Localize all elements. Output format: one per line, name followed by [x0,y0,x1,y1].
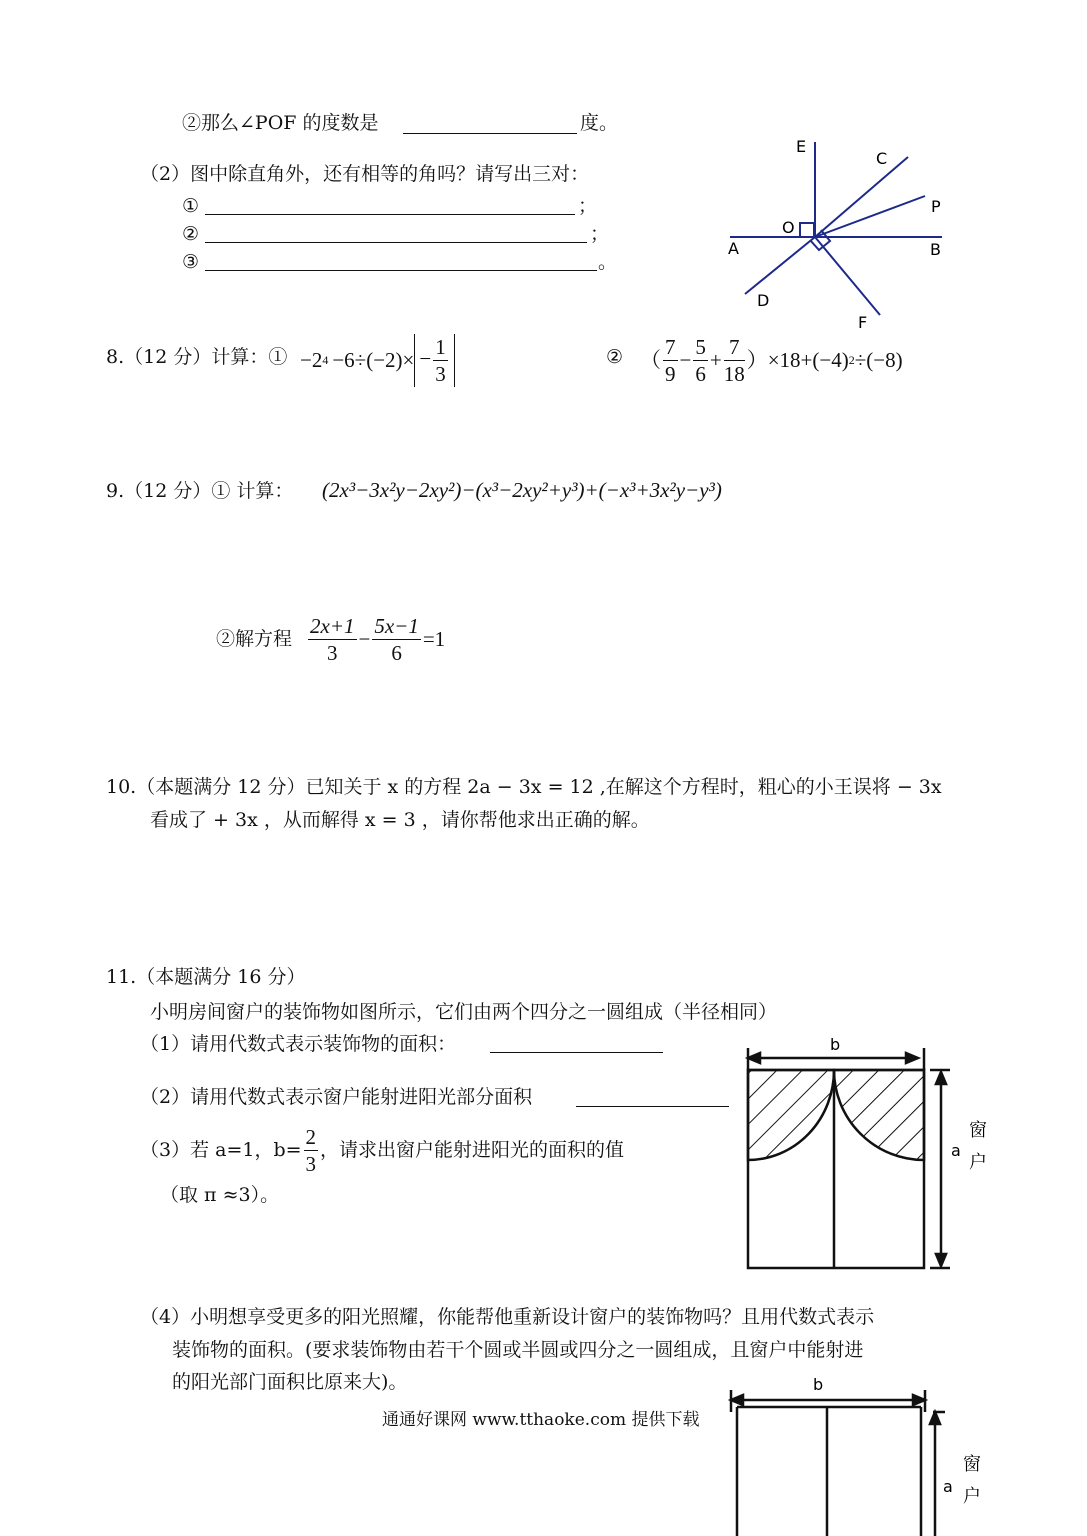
q7-blank1-end: ； [578,195,598,217]
q9-eq-f2d: 6 [391,640,402,665]
q8-expression-1: −2 4 −6÷(−2)× − $\frac{1}{3}$ [300,330,455,390]
q7-blank3-label: ③ [182,251,200,273]
q9-eq-f1n: 2x+1 [310,613,355,638]
q11-part2: （2）请用代数式表示窗户能射进阳光部分面积 [140,1086,533,1108]
dim-b-arrow-left [748,1053,760,1063]
q7-blank3-end: 。 [598,251,618,273]
q11-p3-post: ，请求出窗户能射进阳光的面积的值 [320,1139,625,1161]
q7-blank3-line[interactable] [205,270,597,271]
q10-line1: 10.（本题满分 12 分）已知关于 x 的方程 2a − 3x = 12 ,在解这个方程时，粗心的小王误将 − 3x [106,776,942,798]
q8-e2-op2: + [709,348,722,372]
label-p: P [931,197,941,216]
label-o: O [782,218,795,237]
right-angle-mark-eob [800,223,814,237]
dim-a-arrow-top [936,1072,946,1084]
fig2-label-door: 户 [963,1486,981,1507]
q9-eq-f2n: 5x−1 [374,613,419,638]
q8-e1-abs [414,334,454,387]
q9-eq-f1d: 3 [327,640,338,665]
q11-part1-blank[interactable] [490,1052,663,1053]
q7-blank2-end: ； [590,223,610,245]
q11-intro: 小明房间窗户的装饰物如图所示，它们由两个四分之一圆组成（半径相同） [150,1001,778,1023]
dim-b-arrow-right [906,1053,918,1063]
q9-eq-frac2 [372,613,421,666]
q11-part4-line3: 的阳光部门面积比原来大)。 [172,1371,408,1393]
label-f: F [858,313,868,332]
dim2-b-arrow-right [913,1395,925,1405]
fig2-label-b: b [813,1375,824,1394]
q8-e1-num: 1 [435,334,446,359]
q8-e1-frac [433,334,448,387]
q9-prefix: 9.（12 分）① 计算： [106,480,294,502]
q8-e2-f3d: 18 [723,361,745,386]
q11-p3-frac [304,1124,319,1177]
q9-expression: (2x³−3x²y−2xy²)−(x³−2xy²+y³)+(−x³+3x²y−y³) [322,478,722,502]
q11-title: 11.（本题满分 16 分） [106,966,306,988]
q8-e1-ops: −6÷(−2)× [332,348,415,372]
ray-op [815,196,925,237]
q9-sub2: ②解方程 [216,628,293,650]
q11-part2-blank[interactable] [576,1106,729,1107]
q8-prefix: 8.（12 分）计算：① [106,346,288,368]
q8-e2-f2d: 6 [695,361,706,386]
q7-part2-text: （2）图中除直角外，还有相等的角吗？请写出三对： [140,163,590,185]
q7-sub2-text: ②那么∠POF 的度数是 [182,112,379,134]
fig1-label-a: a [951,1141,961,1160]
q7-sub2-unit: 度。 [580,112,619,134]
window-figure-1 [740,1030,990,1275]
q8-e1-base: −2 [300,348,323,372]
q8-e1-abs-minus: − [419,345,432,370]
q8-e2-frac3 [724,334,745,387]
fig1-label-window: 窗 [969,1120,987,1141]
q9-eq-rhs: =1 [422,627,446,651]
label-b: B [930,240,941,259]
footer-text: 通通好课网 www.tthaoke.com 提供下载 [382,1410,700,1430]
q11-part3 [140,1120,624,1180]
q8-e2-rest: ×18+(−4) [767,348,849,372]
q8-e2-f1n: 7 [665,334,676,359]
q8-label-2: ② [606,346,624,368]
label-d: D [757,291,770,310]
q11-p3-num: 2 [305,1124,317,1149]
q7-answer-blank[interactable] [403,133,577,134]
q10-line2: 看成了 + 3x ，从而解得 x = 3 ，请你帮他求出正确的解。 [150,809,650,831]
ray-oc [815,157,908,237]
q7-blank2-label: ② [182,223,200,245]
quarter-circle-left [748,1070,834,1160]
label-a: A [728,239,739,258]
dim2-a-arrow-top [930,1412,940,1424]
q8-e2-op1: − [679,348,692,372]
q8-e2-rparen: ） [746,348,768,372]
q11-p3-den: 3 [305,1151,317,1176]
fig1-label-door: 户 [969,1152,987,1173]
q11-part4-line1: （4）小明想享受更多的阳光照耀，你能帮他重新设计窗户的装饰物吗？且用代数式表示 [140,1306,875,1328]
q7-blank1-line[interactable] [205,214,575,215]
q7-blank1-label: ① [182,195,200,217]
q8-e2-frac2 [693,334,708,387]
q7-blank2-line[interactable] [205,242,587,243]
q8-e1-den: 3 [435,361,446,386]
q8-e2-tail: ÷(−8) [854,348,903,372]
fig2-label-a: a [943,1477,953,1496]
q11-p3-pre: （3）若 a=1，b= [140,1139,302,1161]
fig1-label-b: b [830,1035,841,1054]
label-e: E [796,137,807,156]
window-figure-2 [725,1372,990,1536]
q8-e2-lparen: （ [640,348,661,372]
ray-of [815,237,880,315]
q9-eq-frac1 [308,613,357,666]
q9-eq-op: − [358,627,371,651]
label-c: C [876,149,888,168]
quarter-circle-right [834,1070,924,1160]
q8-expression-2: （ $\frac{7}{9}$ − $\frac{5}{6}$ + $\frac{7}{18}$ ） ×18+(−4) 2 ÷(−8) [640,334,903,386]
q8-e2-f2n: 5 [695,334,706,359]
angle-figure [720,130,960,335]
q8-e2-frac1 [663,334,678,387]
dim2-b-arrow-left [731,1395,743,1405]
ray-od [745,237,815,294]
q8-e2-f3n: 7 [724,334,745,361]
q11-part4-line2: 装饰物的面积。(要求装饰物由若干个圆或半圆或四分之一圆组成，且窗户中能射进 [172,1339,864,1361]
q9-equation [306,609,445,669]
q11-part1: （1）请用代数式表示装饰物的面积： [140,1033,457,1055]
q11-part3-note: （取 π ≈3）。 [160,1184,280,1206]
q8-e2-f1d: 9 [665,361,676,386]
fig2-label-window: 窗 [963,1454,981,1475]
dim-a-arrow-bottom [936,1254,946,1266]
